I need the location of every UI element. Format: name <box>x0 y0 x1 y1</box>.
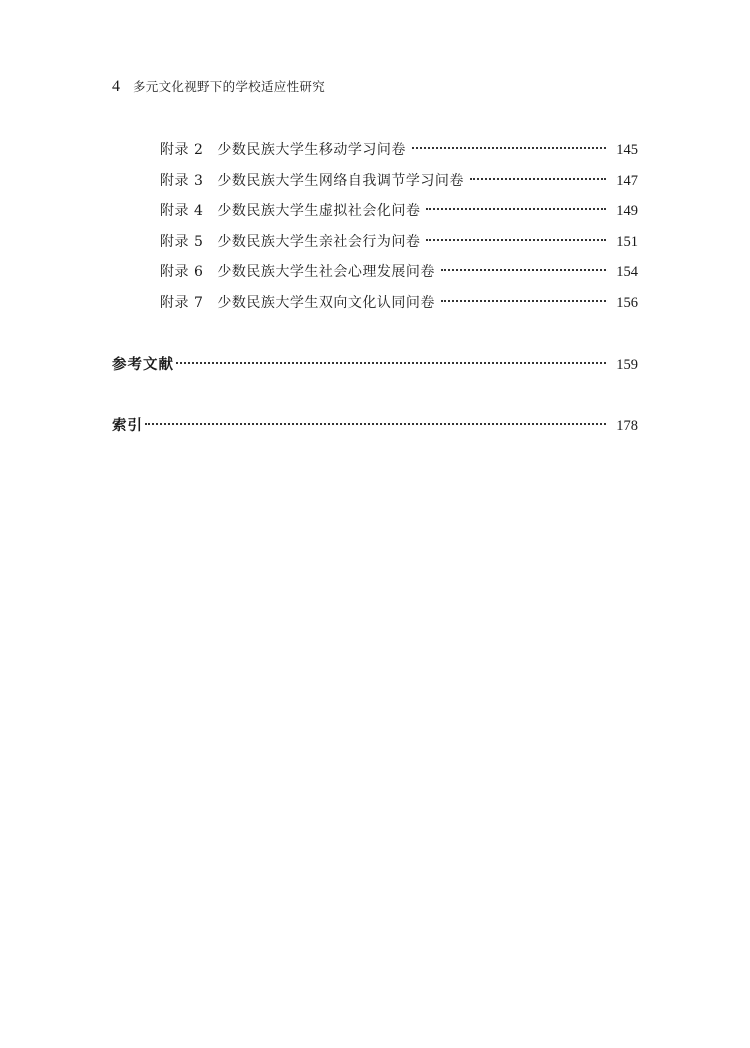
appendix-title: 少数民族大学生亲社会行为问卷 <box>217 234 421 250</box>
toc-entry-index[interactable] <box>112 414 638 436</box>
dot-leader <box>145 423 606 425</box>
page-ref: 156 <box>616 295 638 311</box>
toc-entry-appendix-3[interactable] <box>160 170 638 192</box>
dot-leader <box>426 208 606 210</box>
toc-entry-appendix-6[interactable] <box>160 261 638 283</box>
toc-entry-appendix-4[interactable] <box>160 200 638 222</box>
appendix-label: 附录 5 <box>160 234 204 250</box>
page-ref: 145 <box>616 142 638 158</box>
page-ref: 149 <box>616 203 638 219</box>
page-ref: 147 <box>616 173 638 189</box>
dot-leader <box>441 300 606 302</box>
page-number: 4 <box>112 78 120 95</box>
appendix-label: 附录 6 <box>160 264 204 280</box>
dot-leader <box>412 147 606 149</box>
running-head <box>112 77 325 99</box>
appendix-label: 附录 7 <box>160 295 204 311</box>
page-ref: 159 <box>616 357 638 373</box>
toc-entry-appendix-2[interactable] <box>160 139 638 161</box>
toc-entry-appendix-7[interactable] <box>160 292 638 314</box>
appendix-title: 少数民族大学生网络自我调节学习问卷 <box>217 173 464 189</box>
appendix-label: 附录 3 <box>160 173 204 189</box>
page-ref: 154 <box>616 264 638 280</box>
appendix-label: 附录 2 <box>160 142 204 158</box>
dot-leader <box>426 239 606 241</box>
appendix-title: 少数民族大学生双向文化认同问卷 <box>217 295 435 311</box>
appendix-label: 附录 4 <box>160 203 204 219</box>
toc-entry-references[interactable] <box>112 353 638 375</box>
dot-leader <box>470 178 606 180</box>
page-ref: 178 <box>616 418 638 434</box>
references-title: 参考文献 <box>112 357 174 373</box>
book-title: 多元文化视野下的学校适应性研究 <box>133 79 326 94</box>
appendix-title: 少数民族大学生虚拟社会化问卷 <box>217 203 421 219</box>
dot-leader <box>441 269 606 271</box>
dot-leader <box>176 362 606 364</box>
appendix-title: 少数民族大学生社会心理发展问卷 <box>217 264 435 280</box>
page-ref: 151 <box>616 234 638 250</box>
toc-entry-appendix-5[interactable] <box>160 231 638 253</box>
index-title: 索引 <box>112 418 143 434</box>
appendix-title: 少数民族大学生移动学习问卷 <box>217 142 406 158</box>
